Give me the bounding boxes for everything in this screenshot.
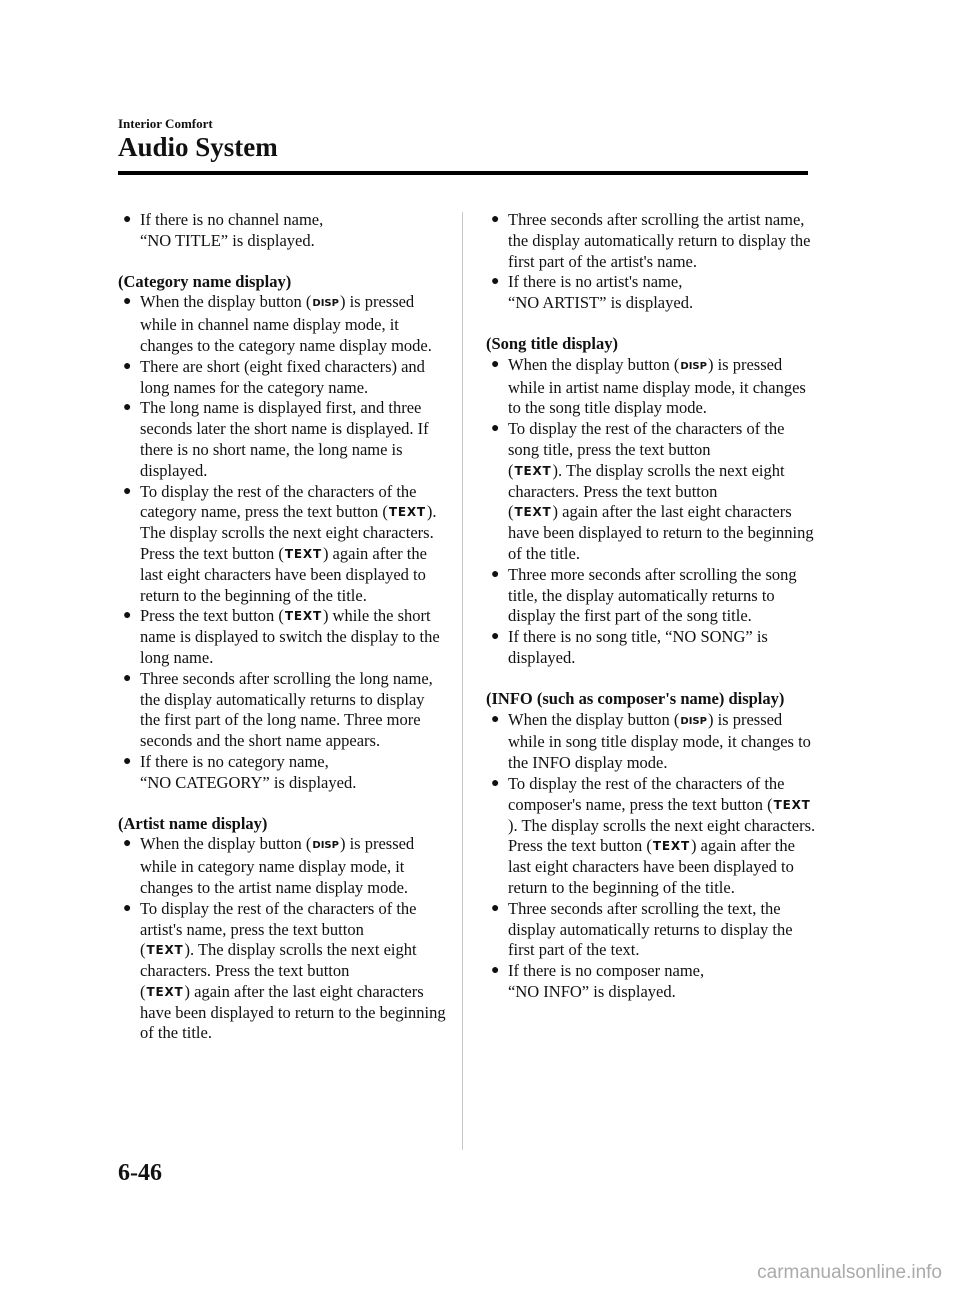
text-button-icon: TEXT xyxy=(388,505,426,520)
info-heading: (INFO (such as composer's name) display) xyxy=(486,688,785,708)
bullet-item xyxy=(486,210,816,272)
item-text: If there is no channel name, “NO TITLE” is displayed. xyxy=(140,210,324,250)
bullet-icon: ● xyxy=(491,212,500,227)
bullet-icon: ● xyxy=(491,629,500,645)
item-text: To display the rest of the characters of the category name, press the text button ( xyxy=(140,481,417,522)
artist-heading: (Artist name display) xyxy=(118,813,268,833)
bullet-item xyxy=(486,355,816,419)
bullet-icon: ● xyxy=(123,400,132,416)
bullet-icon: ● xyxy=(123,836,132,852)
item-text: ) again after the last eight characters have been displayed to return to the beginning of the title. xyxy=(140,543,427,605)
bullet-item xyxy=(118,899,448,1045)
bullet-item xyxy=(486,961,816,1003)
right-column xyxy=(486,210,816,1003)
bullet-item xyxy=(486,565,816,627)
text-button-icon: TEXT xyxy=(284,609,322,624)
left-column xyxy=(118,210,448,1044)
disp-button-icon: DISP xyxy=(680,715,707,727)
item-text: ). The display scrolls the next eight characters. Press the text button ( xyxy=(508,815,816,856)
bullet-item xyxy=(118,210,448,252)
bullet-icon: ● xyxy=(123,608,132,624)
item-text: If there is no song title, “NO SONG” is displayed. xyxy=(508,627,768,667)
item-text: ) is pressed while in category name display mode, it changes to the artist name display mode. xyxy=(140,834,415,897)
text-button-icon: TEXT xyxy=(284,546,322,561)
item-text: ). The display scrolls the next eight characters. Press the text button ( xyxy=(508,460,785,522)
bullet-item xyxy=(118,357,448,399)
text-button-icon: TEXT xyxy=(514,505,552,520)
bullet-icon: ● xyxy=(491,421,500,437)
item-text: ) again after the last eight characters have been displayed to return to the beginning of the title. xyxy=(140,981,446,1043)
item-text: To display the rest of the characters of the composer's name, press the text button ( xyxy=(508,773,785,814)
bullet-icon: ● xyxy=(123,670,132,686)
item-text: If there is no composer name, “NO INFO” is displayed. xyxy=(508,961,705,1001)
item-text: ) is pressed while in channel name display mode, it changes to the category name display mode. xyxy=(140,292,432,355)
item-text: ) again after the last eight characters have been displayed to return to the beginning of the title. xyxy=(508,836,795,897)
bullet-item xyxy=(486,627,816,669)
bullet-item xyxy=(118,834,448,898)
bullet-icon: ● xyxy=(123,294,132,310)
bullet-item xyxy=(118,752,448,794)
bullet-icon: ● xyxy=(123,900,132,916)
bullet-item xyxy=(118,606,448,668)
item-text: When the display button ( xyxy=(140,292,312,312)
song-heading: (Song title display) xyxy=(486,333,619,353)
bullet-item xyxy=(486,774,816,899)
bullet-icon: ● xyxy=(491,356,500,372)
item-text: When the display button ( xyxy=(508,709,680,729)
bullet-item xyxy=(118,482,448,607)
item-text: Press the text button ( xyxy=(140,606,284,626)
item-text: When the display button ( xyxy=(140,834,312,854)
item-text: ). The display scrolls the next eight characters. Press the text button ( xyxy=(140,502,437,563)
item-text: When the display button ( xyxy=(508,354,680,374)
category-heading: (Category name display) xyxy=(118,271,292,291)
item-text: Three seconds after scrolling the text, the display automatically returns to display the first part of the text. xyxy=(508,898,793,960)
bullet-icon: ● xyxy=(123,212,132,227)
disp-button-icon: DISP xyxy=(312,840,339,852)
page-number: 6-46 xyxy=(118,1160,162,1186)
item-text: If there is no category name, “NO CATEGORY” is displayed. xyxy=(140,751,357,792)
bullet-item xyxy=(486,419,816,565)
watermark: carmanualsonline.info xyxy=(757,1262,942,1283)
bullet-icon: ● xyxy=(491,775,500,791)
text-button-icon: TEXT xyxy=(146,984,184,999)
item-text: There are short (eight fixed characters) and long names for the category name. xyxy=(140,356,425,397)
text-button-icon: TEXT xyxy=(146,943,184,958)
bullet-icon: ● xyxy=(491,711,500,727)
bullet-icon: ● xyxy=(491,566,500,582)
text-button-icon: TEXT xyxy=(652,839,690,854)
item-text: Three seconds after scrolling the long name, the display automatically returns to display the first part of the long name. Three more seconds and the short name appears. xyxy=(140,668,433,751)
item-text: To display the rest of the characters of the artist's name, press the text button ( xyxy=(140,898,417,960)
item-text: The long name is displayed first, and three seconds later the short name is displayed. If there is no short name, the long name is displayed. xyxy=(140,398,429,480)
text-button-icon: TEXT xyxy=(773,797,811,812)
bullet-item xyxy=(486,710,816,774)
bullet-item xyxy=(118,669,448,752)
item-text: Three more seconds after scrolling the song title, the display automatically returns to display the first part of the song title. xyxy=(508,564,797,626)
item-text: ) is pressed while in song title display mode, it changes to the INFO display mode. xyxy=(508,709,811,773)
text-button-icon: TEXT xyxy=(514,463,552,478)
item-text: ) while the short name is displayed to switch the display to the long name. xyxy=(140,606,440,667)
column-divider xyxy=(462,212,463,1150)
bullet-icon: ● xyxy=(123,483,132,499)
bullet-item xyxy=(118,292,448,356)
item-text: To display the rest of the characters of the song title, press the text button ( xyxy=(508,419,785,480)
disp-button-icon: DISP xyxy=(680,360,707,372)
disp-button-icon: DISP xyxy=(312,298,339,310)
item-text: If there is no artist's name, “NO ARTIST” is displayed. xyxy=(508,272,694,313)
bullet-item xyxy=(118,398,448,481)
bullet-icon: ● xyxy=(491,900,500,916)
item-text: Three seconds after scrolling the artist name, the display automatically return to display the first part of the artist's name. xyxy=(508,210,811,271)
bullet-item xyxy=(486,272,816,314)
item-text: ) again after the last eight characters have been displayed to return to the beginning of the title. xyxy=(508,502,814,563)
section-label: Interior Comfort xyxy=(118,116,213,131)
item-text: ) is pressed while in artist name display mode, it changes to the song title display mode. xyxy=(508,354,806,418)
header-rule xyxy=(118,171,808,175)
bullet-icon: ● xyxy=(491,963,500,979)
bullet-icon: ● xyxy=(491,274,500,290)
bullet-icon: ● xyxy=(123,753,132,769)
bullet-item xyxy=(486,899,816,961)
bullet-icon: ● xyxy=(123,358,132,374)
page-title: Audio System xyxy=(118,132,278,162)
item-text: ). The display scrolls the next eight characters. Press the text button ( xyxy=(140,940,417,1001)
